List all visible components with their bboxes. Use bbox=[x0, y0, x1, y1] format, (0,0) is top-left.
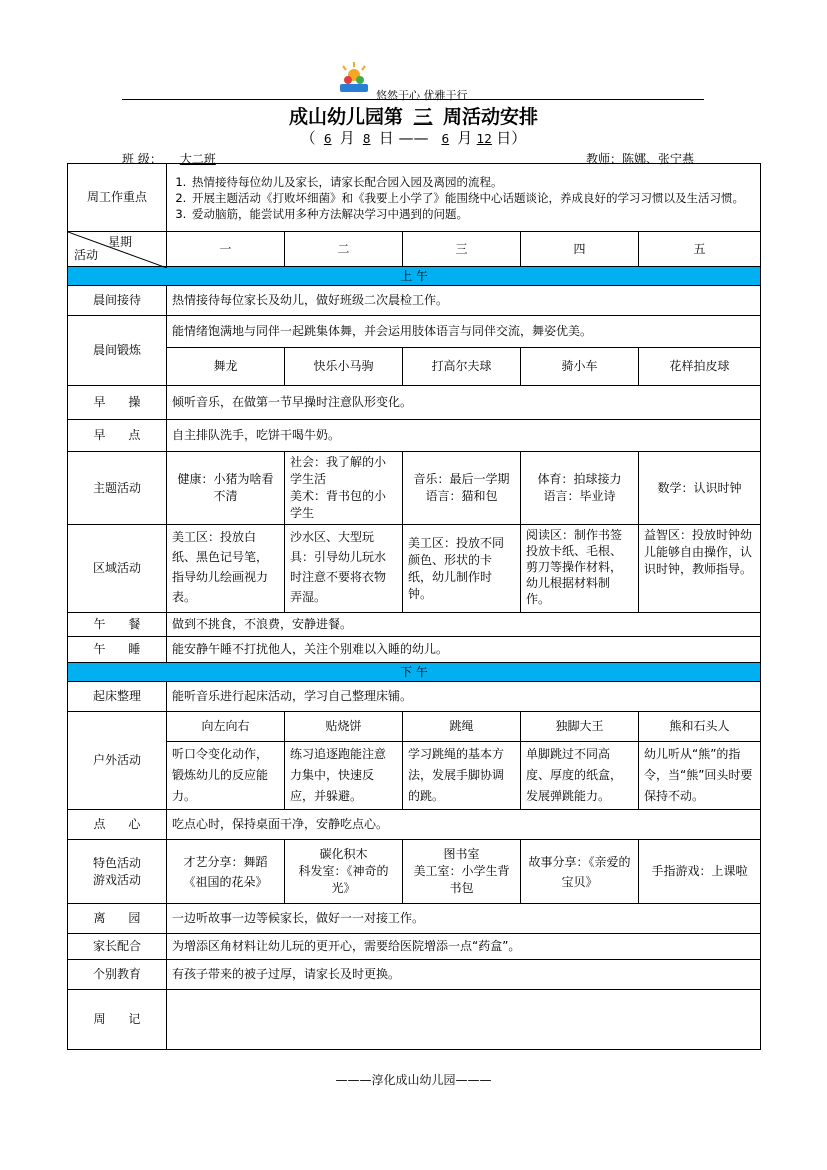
weekly-schedule-table bbox=[67, 163, 761, 1050]
special-cell: 才艺分享：舞蹈《祖国的花朵》 bbox=[167, 840, 285, 904]
focus-label: 周工作重点 bbox=[68, 164, 167, 232]
pm-snack-text: 吃点心时，保持桌面干净，安静吃点心。 bbox=[167, 810, 761, 840]
individual-text: 有孩子带来的被子过厚，请家长及时更换。 bbox=[167, 960, 761, 990]
outdoor-cell: 幼儿听从“熊”的指令，当“熊”回头时要保持不动。 bbox=[639, 742, 761, 810]
weekday-wed: 三 bbox=[403, 232, 521, 267]
lunch-text: 做到不挑食，不浪费，安静进餐。 bbox=[167, 613, 761, 637]
morning-exercise-item: 花样拍皮球 bbox=[639, 348, 761, 386]
class-info: 班 级： 大二班 bbox=[122, 150, 234, 167]
theme-cell: 健康：小猪为啥看不清 bbox=[167, 452, 285, 525]
area-cell: 美工区：投放白纸、黑色记号笔，指导幼儿绘画视力表。 bbox=[167, 525, 285, 613]
outdoor-label: 户外活动 bbox=[68, 712, 167, 810]
focus-item: 3. 爱动脑筋，能尝试用多种方法解决学习中遇到的问题。 bbox=[190, 206, 755, 222]
area-cell: 益智区：投放时钟幼儿能够自由操作，认识时钟，教师指导。 bbox=[639, 525, 761, 613]
special-label: 特色活动 游戏活动 bbox=[68, 840, 167, 904]
nap-row bbox=[68, 637, 761, 663]
teacher-info: 教师：陈娜、张宁燕 bbox=[586, 152, 695, 166]
kindergarten-logo bbox=[337, 60, 371, 94]
weekday-corner bbox=[68, 232, 167, 267]
page-title: 成山幼儿园第 三 周活动安排 bbox=[0, 102, 827, 129]
individual-row bbox=[68, 960, 761, 990]
morning-reception-text: 热情接待每位家长及幼儿，做好班级二次晨检工作。 bbox=[167, 286, 761, 316]
morning-exercise-row bbox=[68, 316, 761, 348]
wakeup-label: 起床整理 bbox=[68, 682, 167, 712]
footer: ———淳化成山幼儿园——— bbox=[335, 1073, 492, 1087]
theme-cell: 数学：认识时钟 bbox=[639, 452, 761, 525]
outdoor-detail-row bbox=[68, 742, 761, 810]
parents-row bbox=[68, 934, 761, 960]
outdoor-title: 独脚大王 bbox=[521, 712, 639, 742]
weekly-notes-row bbox=[68, 990, 761, 1050]
pm-snack-row bbox=[68, 810, 761, 840]
week-number: 三 bbox=[413, 106, 433, 128]
theme-cell: 社会：我了解的小学生活 美术：背书包的小学生 bbox=[285, 452, 403, 525]
area-row bbox=[68, 525, 761, 613]
exercise-label: 早 操 bbox=[68, 386, 167, 420]
leave-label: 离 园 bbox=[68, 904, 167, 934]
pm-section-row bbox=[68, 663, 761, 682]
exercise-text: 倾听音乐，在做第一节早操时注意队形变化。 bbox=[167, 386, 761, 420]
special-cell: 故事分享：《亲爱的宝贝》 bbox=[521, 840, 639, 904]
am-section-row bbox=[68, 267, 761, 286]
header-rule bbox=[122, 99, 704, 100]
morning-exercise-item: 舞龙 bbox=[167, 348, 285, 386]
leave-text: 一边听故事一边等候家长，做好一一对接工作。 bbox=[167, 904, 761, 934]
focus-item: 2. 开展主题活动《打败坏细菌》和《我要上小学了》能围绕中心话题谈论，养成良好的学习习惯以及生活习惯。 bbox=[190, 190, 755, 206]
lunch-label: 午 餐 bbox=[68, 613, 167, 637]
parents-label: 家长配合 bbox=[68, 934, 167, 960]
special-row bbox=[68, 840, 761, 904]
weekday-mon: 一 bbox=[167, 232, 285, 267]
snack-label: 早 点 bbox=[68, 420, 167, 452]
slogan: 悠然于心 优雅于行 bbox=[376, 89, 468, 102]
outdoor-cell: 单脚跳过不同高度、厚度的纸盒，发展弹跳能力。 bbox=[521, 742, 639, 810]
outdoor-title: 贴烧饼 bbox=[285, 712, 403, 742]
weekday-thu: 四 bbox=[521, 232, 639, 267]
outdoor-title-row bbox=[68, 712, 761, 742]
outdoor-title: 熊和石头人 bbox=[639, 712, 761, 742]
theme-row bbox=[68, 452, 761, 525]
individual-label: 个别教育 bbox=[68, 960, 167, 990]
outdoor-cell: 听口令变化动作，锻炼幼儿的反应能力。 bbox=[167, 742, 285, 810]
morning-exercise-text: 能情绪饱满地与同伴一起跳集体舞，并会运用肢体语言与同伴交流，舞姿优美。 bbox=[167, 316, 761, 348]
morning-reception-row bbox=[68, 286, 761, 316]
class-name: 大二班 bbox=[179, 152, 216, 166]
special-cell: 图书室 美工室：小学生背书包 bbox=[403, 840, 521, 904]
weekly-notes-text bbox=[167, 990, 761, 1050]
morning-exercise-label: 晨间锻炼 bbox=[68, 316, 167, 386]
outdoor-cell: 练习追逐跑能注意力集中，快速反应，并躲避。 bbox=[285, 742, 403, 810]
nap-text: 能安静午睡不打扰他人，关注个别难以入睡的幼儿。 bbox=[167, 637, 761, 663]
snack-row bbox=[68, 420, 761, 452]
date-range: （ 6 月 8 日 —— 6 月 12 日） bbox=[300, 129, 527, 147]
morning-exercise-items-row bbox=[68, 348, 761, 386]
focus-item: 1. 热情接待每位幼儿及家长，请家长配合园入园及离园的流程。 bbox=[190, 174, 755, 190]
snack-text: 自主排队洗手，吃饼干喝牛奶。 bbox=[167, 420, 761, 452]
focus-row bbox=[68, 164, 761, 232]
theme-cell: 体育：拍球接力 语言：毕业诗 bbox=[521, 452, 639, 525]
weekday-header-row bbox=[68, 232, 761, 267]
weekly-notes-label: 周 记 bbox=[68, 990, 167, 1050]
area-cell: 阅读区：制作书签投放卡纸、毛根、剪刀等操作材料，幼儿根据材料制作。 bbox=[521, 525, 639, 613]
exercise-row bbox=[68, 386, 761, 420]
morning-reception-label: 晨间接待 bbox=[68, 286, 167, 316]
lunch-row bbox=[68, 613, 761, 637]
theme-cell: 音乐：最后一学期 语言：猫和包 bbox=[403, 452, 521, 525]
area-cell: 沙水区、大型玩具：引导幼儿玩水时注意不要将衣物弄湿。 bbox=[285, 525, 403, 613]
corner-activity-label: 活动 bbox=[74, 248, 99, 262]
weekday-fri: 五 bbox=[639, 232, 761, 267]
morning-exercise-item: 打高尔夫球 bbox=[403, 348, 521, 386]
outdoor-title: 向左向右 bbox=[167, 712, 285, 742]
leave-row bbox=[68, 904, 761, 934]
special-cell: 手指游戏：上课啦 bbox=[639, 840, 761, 904]
outdoor-title: 跳绳 bbox=[403, 712, 521, 742]
wakeup-text: 能听音乐进行起床活动，学习自己整理床铺。 bbox=[167, 682, 761, 712]
special-cell: 碳化积木 科发室：《神奇的光》 bbox=[285, 840, 403, 904]
parents-text: 为增添区角材料让幼儿玩的更开心，需要给医院增添一点“药盒”。 bbox=[167, 934, 761, 960]
focus-list bbox=[167, 164, 761, 232]
weekday-tue: 二 bbox=[285, 232, 403, 267]
am-section-label: 上 午 bbox=[68, 267, 761, 286]
outdoor-cell: 学习跳绳的基本方法，发展手脚协调的跳。 bbox=[403, 742, 521, 810]
morning-exercise-item: 骑小车 bbox=[521, 348, 639, 386]
pm-snack-label: 点 心 bbox=[68, 810, 167, 840]
pm-section-label: 下 午 bbox=[68, 663, 761, 682]
corner-weekday-label: 星期 bbox=[107, 235, 132, 249]
area-label: 区域活动 bbox=[68, 525, 167, 613]
morning-exercise-item: 快乐小马驹 bbox=[285, 348, 403, 386]
wakeup-row bbox=[68, 682, 761, 712]
theme-label: 主题活动 bbox=[68, 452, 167, 525]
nap-label: 午 睡 bbox=[68, 637, 167, 663]
area-cell: 美工区：投放不同颜色、形状的卡纸，幼儿制作时钟。 bbox=[403, 525, 521, 613]
